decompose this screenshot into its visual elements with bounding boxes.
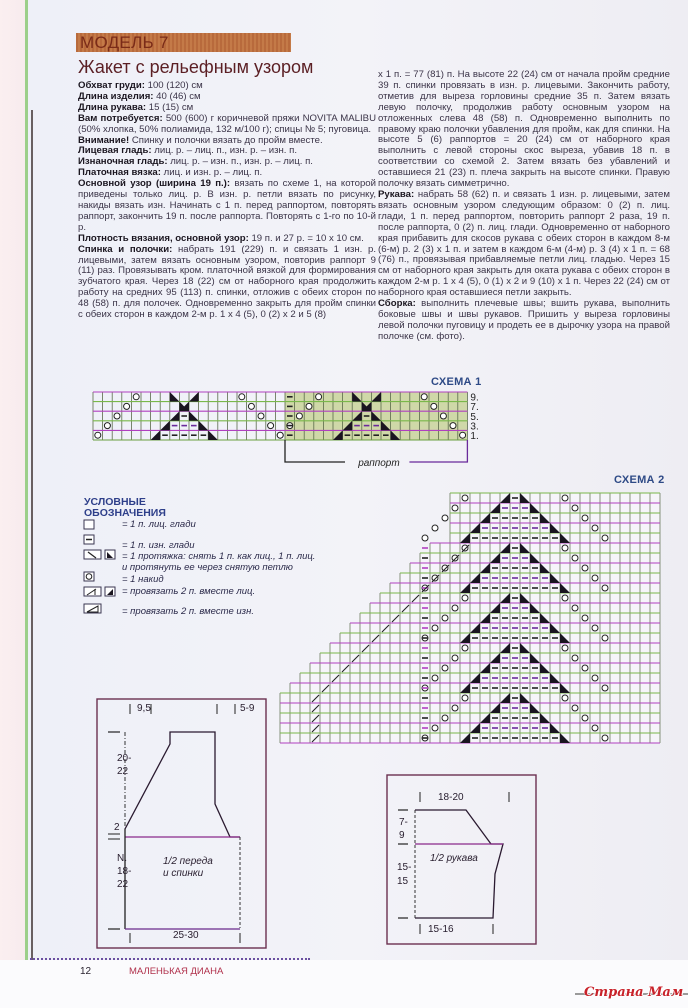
sleeve-dim-len-1: 15- — [397, 862, 412, 873]
page-margin — [0, 0, 26, 1008]
legend-title-line-2: ОБОЗНАЧЕНИЯ — [84, 507, 166, 519]
yarn-over-mark — [442, 615, 448, 621]
row-label: 5. — [470, 411, 479, 423]
yarn-over-mark — [562, 645, 568, 651]
instruction-paragraph — [78, 245, 376, 321]
yarn-over-mark — [432, 525, 438, 531]
yarn-over-mark — [572, 705, 578, 711]
yarn-over-mark — [432, 575, 438, 581]
instruction-text: лиц. р. – изн. п., изн. р. – лиц. п. — [167, 156, 313, 168]
sleeve-dim-cap-1: 7- — [399, 817, 408, 828]
instruction-label: Основной узор (ширина 19 п.): — [78, 178, 231, 190]
instruction-text: набрать 191 (229) п. и связать 1 изн. р. лицевыми, затем вязать основным узором, повторив раппорт 9 (11) раз. Провязывать кром. платочной вязкой для формирования зубчатого края. Через 18 (22) см от наборного края продолжить работу на средних 95 (113) п. спинки, отложив с обеих сторон по 48 (58) п. для полочек. Одновременно закрыть для пройм спинки с обеих сторон в каждом 2-м р. 1 х 4 (5), 0 (2) х 2 и 5 (8) — [78, 243, 376, 321]
yarn-over-mark — [133, 394, 139, 400]
legend-title — [84, 497, 166, 519]
instructions-right-column — [378, 70, 670, 343]
body-dim-lower-1: N. — [117, 853, 127, 864]
yarn-over-mark — [562, 695, 568, 701]
yarn-over-mark — [582, 515, 588, 521]
yarn-over-mark — [452, 605, 458, 611]
instruction-paragraph — [78, 179, 376, 234]
yarn-over-mark — [602, 635, 608, 641]
instruction-text: набрать 58 (62) п. и связать 1 изн. р. лицевыми, затем вязать основным узором следующим образом: 0 (2) п. лиц. глади, 1 п. перед раппортом, повторить раппорт 2 раза, 19 п. после раппорта, 0 (2) п. лиц. глади. Одновременно от наборного края прибавить для скосов рукава с обеих сторон в каждом 8-м (6-м) р. 2 (3) х 1 п. и затем в каждом 6-м (4-м) р. 3 (4) х 1 п. = 68 (76) п., провязывая прибавляемые петли лиц. гладью. Через 15 см от наборного края закрыть для оката рукава с обеих сторон в каждом 2-м р. 1 х 4 (5), 0 (1) х 2 и 9 (10) х 1 п. Через 22 (24) см от наборного края оставшиеся петли закрыть. — [378, 188, 670, 299]
sleeve-caption: 1/2 рукава — [430, 853, 478, 864]
instruction-label: Плотность вязания, основной узор: — [78, 232, 249, 244]
yarn-over-mark — [460, 432, 466, 438]
legend-item-slip-cont: и протянуть ее через снятую петлю — [122, 562, 293, 573]
yarn-over-mark — [602, 735, 608, 741]
schema-2-row — [280, 713, 660, 723]
instruction-text: 15 (15) см — [146, 101, 194, 113]
yarn-over-mark — [462, 545, 468, 551]
schema-2-row — [450, 493, 660, 503]
yarn-over-mark — [114, 413, 120, 419]
yarn-over-mark — [462, 695, 468, 701]
yarn-over-mark — [440, 413, 446, 419]
yarn-over-mark — [442, 665, 448, 671]
body-dim-width: 25-30 — [173, 930, 199, 941]
sleeve-outline — [415, 810, 503, 918]
instruction-label: Спинка и полочки: — [78, 243, 173, 255]
body-pattern-diagram — [96, 698, 268, 950]
schema-2-row — [280, 723, 660, 733]
body-dim-armhole-1: 20- — [117, 753, 132, 764]
repeat-bracket-right — [409, 440, 467, 462]
instruction-text: 19 п. и 27 р. = 10 х 10 см. — [248, 232, 364, 244]
yarn-over-mark — [452, 505, 458, 511]
slip-mark — [189, 411, 199, 421]
k2tog-mark — [160, 421, 170, 431]
yarn-over-mark — [432, 725, 438, 731]
yarn-over-mark — [432, 625, 438, 631]
yarn-over-mark — [306, 403, 312, 409]
body-outline — [125, 732, 240, 837]
yarn-over-mark — [239, 394, 245, 400]
row-label: 7. — [470, 402, 479, 414]
yarn-over-mark — [452, 655, 458, 661]
instruction-paragraph — [378, 190, 670, 299]
schema-2-row — [280, 693, 660, 703]
yarn-over-mark — [592, 575, 598, 581]
yarn-over-mark — [462, 595, 468, 601]
yarn-over-mark — [422, 535, 428, 541]
yarn-over-mark — [582, 665, 588, 671]
yarn-over-mark — [462, 495, 468, 501]
article-title: Жакет с рельефным узором — [78, 57, 314, 77]
yarn-over-mark — [277, 432, 283, 438]
row-bg — [450, 503, 660, 513]
schema-2-row — [400, 573, 660, 583]
watermark-logo: Страна Мам — [584, 985, 684, 1000]
instruction-text: 100 (120) см — [144, 80, 203, 91]
k2tog-mark — [151, 430, 161, 440]
yarn-over-mark — [562, 545, 568, 551]
legend-item-knit: = 1 п. лиц. глади — [122, 519, 196, 530]
k2tog-icon — [84, 587, 115, 596]
yarn-over-mark — [432, 675, 438, 681]
yarn-over-mark — [296, 413, 302, 419]
yarn-over-mark — [592, 725, 598, 731]
schema-2-row — [280, 703, 660, 713]
instruction-text: Спинку и полочки вязать до пройм вместе. — [129, 134, 323, 146]
instruction-paragraph — [378, 70, 670, 190]
instruction-text: вязать по схеме 1, на которой приведены только лиц. р. В изн. р. петли вязать по рисунку, накиды вязать изн. Начинать с 1 п. перед раппортом, повторять раппорт, закончить 19 п. после раппорта. Повторять с 1-го по 10-й р. — [78, 178, 376, 233]
sleeve-dim-cap-2: 9 — [399, 830, 405, 841]
yarn-over-mark — [450, 423, 456, 429]
row-label: 9. — [470, 392, 479, 404]
yarn-over-mark — [592, 675, 598, 681]
yarn-over-mark — [124, 403, 130, 409]
yarn-over-mark — [268, 423, 274, 429]
schema-2-row — [330, 643, 660, 653]
k2tog-mark — [170, 411, 180, 421]
yarn-over-mark — [462, 645, 468, 651]
yarn-over-mark — [452, 555, 458, 561]
yarn-over-mark — [431, 403, 437, 409]
instruction-paragraph — [378, 299, 670, 343]
instruction-label: Вам потребуется: — [78, 112, 163, 124]
instruction-text: лиц. и изн. р. – лиц. п. — [160, 167, 263, 179]
body-dim-shoulder: 5-9 — [240, 703, 255, 714]
k2tog-mark — [189, 392, 199, 402]
spine-shadow — [31, 110, 33, 1000]
legend-item-yo: = 1 накид — [122, 574, 164, 585]
legend-item-p2tog: = провязать 2 п. вместе изн. — [122, 606, 254, 617]
row-bg — [330, 643, 660, 653]
instruction-text: 40 (46) см — [153, 90, 201, 102]
schema-1-title: СХЕМА 1 — [431, 376, 482, 388]
yarn-over-mark — [592, 525, 598, 531]
schema-2-title: СХЕМА 2 — [614, 474, 665, 486]
row-label: 3. — [470, 421, 479, 433]
yarn-over-mark — [562, 495, 568, 501]
schema-2-row — [320, 653, 660, 663]
legend-item-k2tog: = провязать 2 п. вместе лиц. — [122, 586, 256, 597]
slip-stitch-icon — [84, 550, 115, 559]
repeat-bracket-left — [285, 440, 345, 462]
instruction-label: Изнаночная гладь: — [78, 156, 168, 168]
instruction-label: Лицевая гладь: — [78, 145, 152, 157]
sleeve-dim-top: 18-20 — [438, 792, 464, 803]
instruction-label: Платочная вязка: — [78, 167, 161, 179]
instruction-label: Обхват груди: — [78, 80, 145, 91]
empty-square-icon — [84, 520, 94, 529]
p2tog-icon — [84, 604, 101, 613]
yarn-over-mark — [452, 705, 458, 711]
page-number: 12 — [80, 966, 92, 977]
yarn-over-mark — [442, 515, 448, 521]
legend-title-line-1: УСЛОВНЫЕ — [84, 496, 146, 508]
yarn-over-mark — [421, 394, 427, 400]
yarn-over-mark — [562, 595, 568, 601]
model-header-band — [76, 33, 291, 52]
yarn-over-mark — [104, 423, 110, 429]
yarn-over-mark — [602, 535, 608, 541]
schema-2-row — [450, 503, 660, 513]
instruction-text: х 1 п. = 77 (81) п. На высоте 22 (24) см от начала пройм средние 39 п. спинки провязать в изн. р. лицевыми. Закончить работу, отметив для выреза горловины средние 35 п. Затем вязать левую полочку, продолжив работу основным узором на отложенных слева 48 (58) п. Одновременно выполнить по правому краю полочки убавления для пройм, как для спинки. На высоте 5 (6) раппортов = 20 (24) см от наборного края выполнить с левой стороны скос выреза, убавив 18 п. в соответствии со схемой 2. Затем вязать без убавлений и оставшиеся 21 (23) п. плеча закрыть на высоте спинки. Правую полочку вязать симметрично. — [378, 69, 670, 190]
yarn-over-mark — [316, 394, 322, 400]
row-bg — [450, 493, 660, 503]
yarn-over-icon — [84, 572, 94, 581]
instruction-text: лиц. р. – лиц. п., изн. р. – изн. п. — [151, 145, 298, 157]
yarn-over-mark — [582, 715, 588, 721]
instruction-label: Длина рукава: — [78, 101, 147, 113]
model-label: МОДЕЛЬ 7 — [80, 33, 169, 52]
instruction-paragraph — [78, 114, 376, 136]
body-dim-armhole-2: 22 — [117, 766, 129, 777]
schema-2-row — [340, 633, 660, 643]
yarn-over-mark — [442, 715, 448, 721]
slip-mark — [208, 430, 218, 440]
yarn-over-mark — [602, 685, 608, 691]
body-dim-mid: 2 — [114, 822, 120, 833]
bottom-strip — [0, 960, 688, 1008]
body-dim-lower-3: 22 — [117, 879, 129, 890]
instruction-label: Рукава: — [378, 188, 415, 200]
yarn-over-mark — [602, 585, 608, 591]
schema-2-chart — [276, 490, 666, 745]
dash-square-icon — [84, 535, 94, 544]
instruction-label: Внимание! — [78, 134, 130, 146]
body-caption-1: 1/2 переда — [163, 856, 213, 867]
legend-item-purl: = 1 п. изн. глади — [122, 540, 195, 551]
footer-divider — [30, 958, 310, 960]
body-dim-lower-2: 18- — [117, 866, 132, 877]
schema-2-row — [360, 613, 660, 623]
yarn-over-mark — [572, 505, 578, 511]
magazine-name: МАЛЕНЬКАЯ ДИАНА — [129, 966, 224, 977]
instruction-text: 500 (600) г коричневой пряжи NOVITA MALIBU (50% хлопка, 50% полиамида, 132 м/100 г); спицы № 5; пуговица. — [78, 112, 376, 135]
repeat-label: раппорт — [358, 458, 400, 468]
yarn-over-mark — [95, 432, 101, 438]
instruction-label: Сборка: — [378, 298, 416, 310]
yarn-over-mark — [592, 625, 598, 631]
legend-item-slip: = 1 протяжка: снять 1 п. как лиц., 1 п. лиц. — [122, 551, 316, 562]
yarn-over-mark — [572, 555, 578, 561]
instructions-left-column — [78, 81, 376, 321]
body-dim-neck: 9,5 — [137, 703, 151, 714]
schema-1-chart — [88, 388, 488, 468]
sleeve-dim-len-2: 15 — [397, 876, 409, 887]
row-label: 1. — [470, 431, 479, 442]
slip-mark — [170, 392, 180, 402]
instruction-text: выполнить плечевые швы; вшить рукава, выполнить боковые швы и швы рукавов. Пришить у выреза горловины левой полочки пуговицу и продеть ее в дырочку узора на правой полочке (см. фото). — [378, 298, 670, 342]
body-caption-2: и спинки — [163, 868, 204, 879]
yarn-over-mark — [248, 403, 254, 409]
body-frame — [97, 699, 266, 948]
yarn-over-mark — [582, 565, 588, 571]
sleeve-dim-bottom: 15-16 — [428, 924, 454, 935]
slip-mark — [199, 421, 209, 431]
yarn-over-mark — [572, 605, 578, 611]
yarn-over-mark — [258, 413, 264, 419]
yarn-over-mark — [582, 615, 588, 621]
instruction-label: Длина изделия: — [78, 90, 154, 102]
yarn-over-mark — [442, 565, 448, 571]
yarn-over-mark — [572, 655, 578, 661]
